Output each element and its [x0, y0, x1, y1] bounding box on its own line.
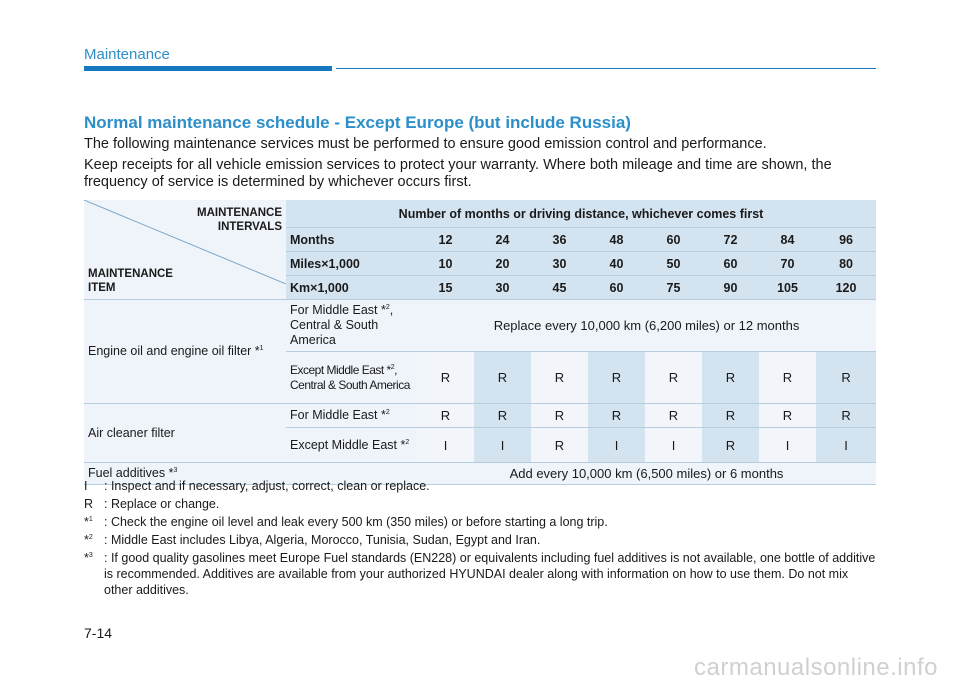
schedule-cell: I: [645, 428, 702, 463]
interval-cell: 120: [816, 276, 876, 300]
interval-cell: 72: [702, 228, 759, 252]
footnote-marker: 2: [385, 408, 390, 416]
intro-paragraph: Keep receipts for all vehicle emission services to protect your warranty. Where both mileage and time are shown, the frequency of service is determined by whichever occurs first.: [84, 157, 832, 190]
schedule-cell: R: [702, 428, 759, 463]
interval-cell: 12: [417, 228, 474, 252]
interval-cell: 60: [645, 228, 702, 252]
interval-cell: 70: [759, 252, 816, 276]
footnote-mark: [84, 496, 104, 512]
page-title: Normal maintenance schedule - Except Europe (but include Russia): [84, 113, 631, 132]
interval-cell: 80: [816, 252, 876, 276]
condition-label: For Middle East *: [290, 303, 386, 317]
interval-cell: 20: [474, 252, 531, 276]
interval-cell: 24: [474, 228, 531, 252]
item-engine-oil-label: Engine oil and engine oil filter *: [88, 344, 260, 358]
item-air-cleaner: Air cleaner filter: [84, 404, 286, 463]
interval-cell: 30: [474, 276, 531, 300]
interval-cell: 15: [417, 276, 474, 300]
footnote-mark-text: I: [84, 479, 88, 493]
schedule-cell: I: [474, 428, 531, 463]
schedule-cell: I: [816, 428, 876, 463]
footnote-text: : Middle East includes Libya, Algeria, Morocco, Tunisia, Sudan, Egypt and Iran.: [104, 533, 541, 547]
footnote-item: [84, 478, 880, 494]
footnote-mark: [84, 550, 104, 598]
engine-oil-replace-note: Replace every 10,000 km (6,200 miles) or 12 months: [417, 300, 876, 352]
condition-middle-east: [286, 300, 417, 352]
footnote-mark: [84, 532, 104, 548]
table-corner-header: [84, 200, 286, 300]
schedule-cell: R: [759, 404, 816, 428]
schedule-cell: R: [816, 352, 876, 404]
condition-except-middle-east: [286, 428, 417, 463]
interval-cell: 105: [759, 276, 816, 300]
interval-cell: 36: [531, 228, 588, 252]
schedule-cell: R: [531, 352, 588, 404]
maintenance-schedule-table: [84, 200, 876, 485]
footnote-mark: [84, 478, 104, 494]
header-rule-thin: [336, 68, 876, 69]
interval-cell: 30: [531, 252, 588, 276]
schedule-cell: R: [417, 404, 474, 428]
schedule-cell: R: [531, 404, 588, 428]
footnote-item: [84, 514, 880, 530]
footnote-text: : Check the engine oil level and leak every 500 km (350 miles) or before starting a long trip.: [104, 515, 608, 529]
interval-cell: 75: [645, 276, 702, 300]
footnote-mark-text: *: [84, 533, 89, 547]
footnote-mark-sup: 2: [88, 533, 93, 541]
footnote-text: : If good quality gasolines meet Europe Fuel standards (EN228) or equivalents including fuel additives is not available, one bottle of additive is recommended. Additives are available from your authorized HYUNDAI dealer along with information on how to use them. Do not mix other additives.: [104, 551, 876, 597]
span-header: Number of months or driving distance, whichever comes first: [286, 200, 876, 228]
item-fuel-additives-label: Fuel additives *: [88, 466, 174, 480]
footnote-mark-sup: 3: [88, 551, 93, 559]
schedule-cell: I: [588, 428, 645, 463]
interval-cell: 90: [702, 276, 759, 300]
footnote-mark-text: R: [84, 497, 94, 511]
corner-intervals-label: MAINTENANCE INTERVALS: [197, 207, 282, 233]
interval-cell: 40: [588, 252, 645, 276]
footnote-marker: 2: [385, 303, 390, 311]
condition-label-rest: , Central & South America: [290, 303, 394, 347]
schedule-cell: R: [588, 352, 645, 404]
schedule-cell: R: [702, 352, 759, 404]
schedule-cell: R: [531, 428, 588, 463]
footnote-text: : Replace or change.: [104, 497, 220, 511]
header-rule-thick: [84, 66, 332, 71]
table-row-engine-oil-1: [84, 300, 876, 352]
interval-row-label: Months: [286, 228, 417, 252]
interval-cell: 48: [588, 228, 645, 252]
footnote-item: [84, 496, 880, 512]
item-engine-oil: [84, 300, 286, 404]
footnote-marker: 2: [405, 438, 410, 446]
condition-middle-east: [286, 404, 417, 428]
footnote-mark-text: *: [84, 551, 89, 565]
fuel-additives-note: Add every 10,000 km (6,500 miles) or 6 months: [417, 463, 876, 485]
schedule-cell: I: [417, 428, 474, 463]
schedule-cell: R: [702, 404, 759, 428]
interval-cell: 60: [588, 276, 645, 300]
interval-cell: 45: [531, 276, 588, 300]
intro-paragraph: The following maintenance services must be performed to ensure good emission control and performance.: [84, 136, 767, 152]
interval-cell: 50: [645, 252, 702, 276]
footnote-item: [84, 550, 880, 598]
schedule-cell: R: [474, 352, 531, 404]
interval-row-label: Miles×1,000: [286, 252, 417, 276]
schedule-cell: R: [645, 404, 702, 428]
section-label: Maintenance: [84, 46, 170, 63]
condition-except-middle-east: [286, 352, 417, 404]
schedule-cell: R: [759, 352, 816, 404]
condition-label-rest: , Central & South America: [290, 362, 410, 392]
watermark: carmanualsonline.info: [694, 654, 938, 681]
schedule-cell: I: [759, 428, 816, 463]
interval-cell: 60: [702, 252, 759, 276]
interval-cell: 96: [816, 228, 876, 252]
corner-item-label: MAINTENANCE ITEM: [88, 268, 173, 294]
schedule-cell: R: [645, 352, 702, 404]
interval-cell: 10: [417, 252, 474, 276]
footnote-mark: [84, 514, 104, 530]
footnote-marker: 1: [259, 344, 264, 352]
condition-label: For Middle East *: [290, 408, 386, 422]
interval-row-label: Km×1,000: [286, 276, 417, 300]
table-row-air-cleaner-1: [84, 404, 876, 428]
condition-label: Except Middle East *: [290, 362, 391, 377]
interval-cell: 84: [759, 228, 816, 252]
condition-label: Except Middle East *: [290, 437, 406, 452]
page-number: 7-14: [84, 625, 113, 641]
footnote-marker: 3: [173, 466, 178, 474]
footnote-text: : Inspect and if necessary, adjust, correct, clean or replace.: [104, 479, 430, 493]
schedule-cell: R: [474, 404, 531, 428]
schedule-cell: R: [588, 404, 645, 428]
schedule-cell: R: [816, 404, 876, 428]
footnote-marker: 2: [390, 363, 395, 371]
footnote-item: [84, 532, 880, 548]
schedule-cell: R: [417, 352, 474, 404]
intro-text: [84, 136, 884, 195]
footnote-mark-text: *: [84, 515, 89, 529]
footnotes: [84, 478, 880, 600]
footnote-mark-sup: 1: [88, 515, 93, 523]
